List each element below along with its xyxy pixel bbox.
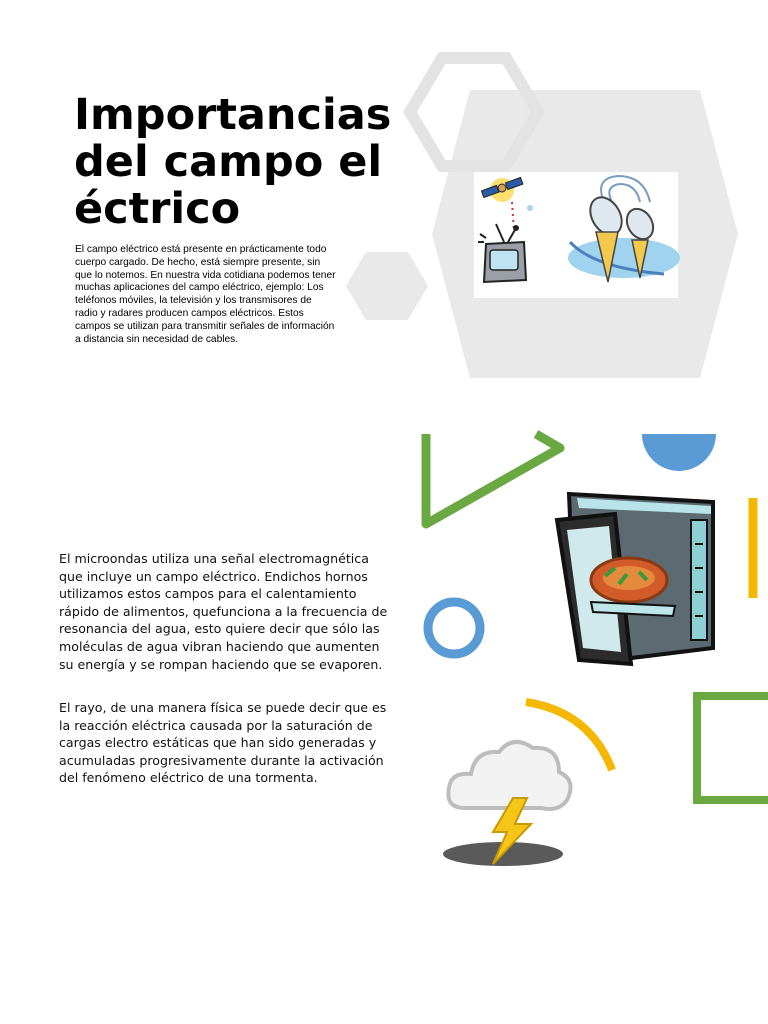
green-triangle-shape — [426, 434, 560, 524]
blue-ring-shape — [428, 602, 480, 654]
blue-half-circle-shape — [642, 434, 716, 471]
microwave-paragraph: El microondas utiliza una señal electromagnética que incluye un campo eléctrico. Endichos hornos utilizamos estos campos para el calentamiento rápido de alimentos, quefunciona a la frecuencia de resonancia del agua, esto quiere decir que sólo las moléculas de agua vibran haciendo que aumenten su energía y se rompan haciendo que se evaporen. — [59, 551, 388, 672]
lightning-paragraph: El rayo, de una manera física se puede decir que es la reacción eléctrica causada por la saturación de cargas electro estáticas que han sido generadas y acumuladas progresivamente durante la activación del fenómeno eléctrico de una tormenta. — [59, 700, 387, 786]
page-title: Importancias del campo eléctrico — [74, 90, 392, 234]
green-square-shape — [697, 696, 768, 800]
microwave-image — [555, 484, 715, 682]
intro-paragraph: El campo eléctrico está presente en prácticamente todo cuerpo cargado. De hecho, está siempre presente, sin que lo notemos. En nuestra vida cotidiana podemos tener muchas aplicaciones del campo eléctrico, ejemplo: Los teléfonos móviles, la televisión y los transmisores de radio y radares producen campos eléctricos. Estos campos se utilizan para transmitir señales de información a distancia sin necesidad de cables. — [75, 244, 336, 345]
storm-image — [441, 728, 579, 868]
